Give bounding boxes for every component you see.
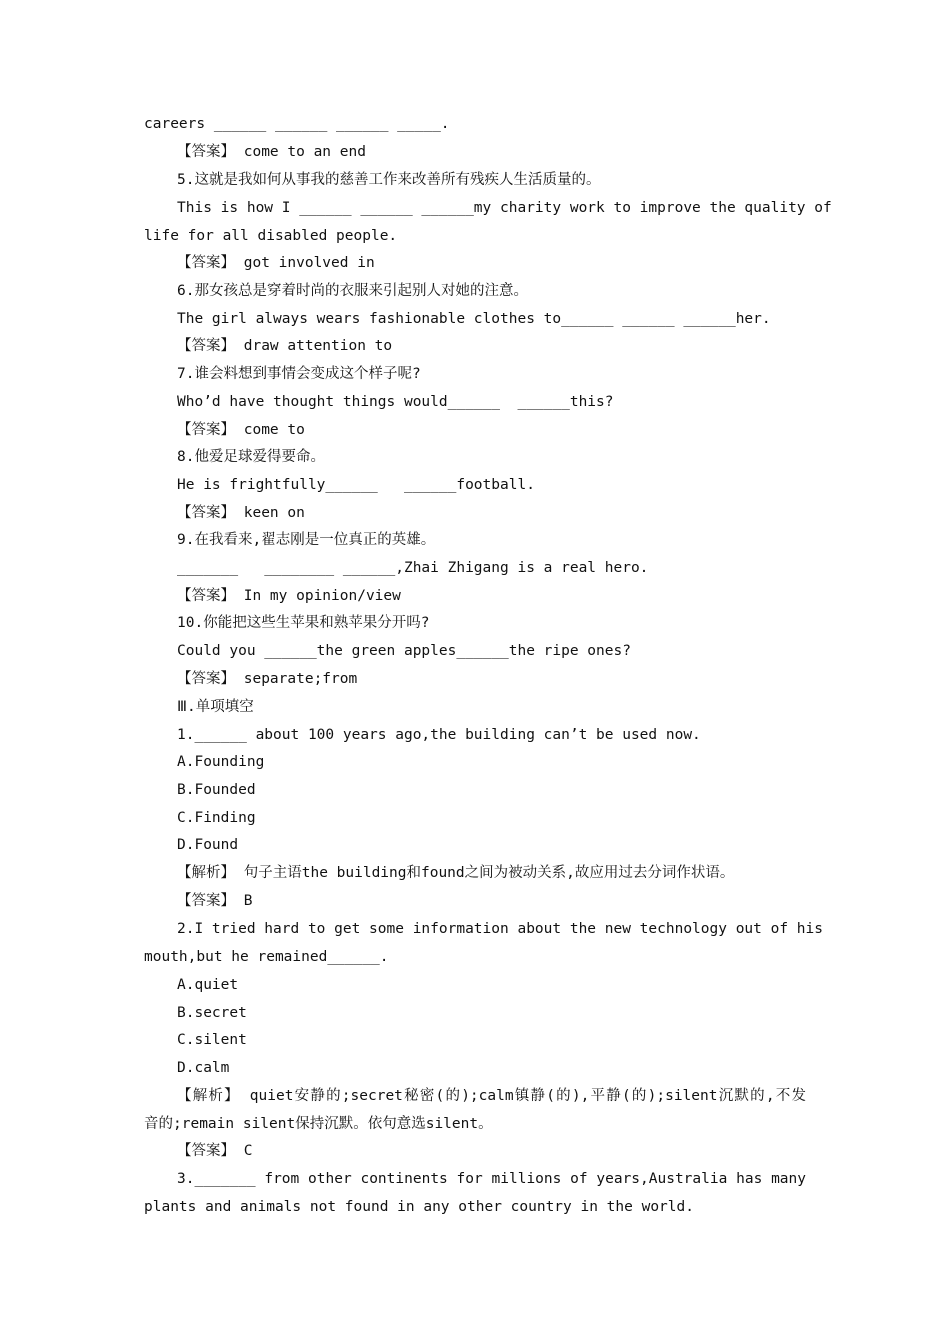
option-line: C.silent bbox=[177, 1032, 247, 1048]
answer-line: 【答案】 C bbox=[177, 1143, 253, 1159]
analysis-line: 【解析】 句子主语the building和found之间为被动关系,故应用过去分词作状语。 bbox=[177, 865, 735, 881]
question-line: 2.I tried hard to get some information about the new technology out of his bbox=[177, 921, 824, 937]
text-line: 音的;remain silent保持沉默。依句意选silent。 bbox=[144, 1116, 493, 1132]
answer-line: 【答案】 come to an end bbox=[177, 144, 366, 160]
section-heading: Ⅲ.单项填空 bbox=[177, 699, 254, 715]
answer-line: 【答案】 In my opinion/view bbox=[177, 588, 401, 604]
answer-line: 【答案】 draw attention to bbox=[177, 338, 393, 354]
question-line: 7.谁会料想到事情会变成这个样子呢? bbox=[177, 366, 421, 382]
text-line: He is frightfully______ ______football. bbox=[177, 477, 535, 493]
question-line: 9.在我看来,翟志刚是一位真正的英雄。 bbox=[177, 532, 436, 548]
option-line: A.quiet bbox=[177, 977, 239, 993]
question-line: 3._______ from other continents for millions of years,Australia has many bbox=[177, 1171, 806, 1187]
answer-line: 【答案】 separate;from bbox=[177, 671, 358, 687]
option-line: D.Found bbox=[177, 837, 239, 853]
question-line: 1.______ about 100 years ago,the building can’t be used now. bbox=[177, 727, 701, 743]
answer-line: 【答案】 keen on bbox=[177, 505, 305, 521]
text-line: This is how I ______ ______ ______my charity work to improve the quality of bbox=[177, 200, 832, 216]
option-line: C.Finding bbox=[177, 810, 256, 826]
option-line: B.Founded bbox=[177, 782, 256, 798]
answer-line: 【答案】 come to bbox=[177, 422, 305, 438]
text-line: _______ ________ ______,Zhai Zhigang is a real hero. bbox=[177, 560, 649, 576]
question-line: 10.你能把这些生苹果和熟苹果分开吗? bbox=[177, 615, 430, 631]
option-line: D.calm bbox=[177, 1060, 230, 1076]
text-line: life for all disabled people. bbox=[144, 228, 398, 244]
text-line: The girl always wears fashionable clothes to______ ______ ______her. bbox=[177, 311, 771, 327]
text-line: mouth,but he remained______. bbox=[144, 949, 389, 965]
text-line: plants and animals not found in any other country in the world. bbox=[144, 1199, 694, 1215]
option-line: B.secret bbox=[177, 1005, 247, 1021]
text-line: Could you ______the green apples______the ripe ones? bbox=[177, 643, 631, 659]
question-line: 8.他爱足球爱得要命。 bbox=[177, 449, 325, 465]
text-line: Who’d have thought things would______ ______this? bbox=[177, 394, 614, 410]
question-line: 6.那女孩总是穿着时尚的衣服来引起别人对她的注意。 bbox=[177, 283, 528, 299]
answer-line: 【答案】 B bbox=[177, 893, 253, 909]
analysis-line: 【解析】 quiet安静的;secret秘密(的);calm镇静(的),平静(的);silent沉默的,不发 bbox=[177, 1088, 806, 1104]
answer-line: 【答案】 got involved in bbox=[177, 255, 375, 271]
option-line: A.Founding bbox=[177, 754, 265, 770]
question-line: 5.这就是我如何从事我的慈善工作来改善所有残疾人生活质量的。 bbox=[177, 172, 601, 188]
text-line: careers ______ ______ ______ _____. bbox=[144, 116, 450, 132]
